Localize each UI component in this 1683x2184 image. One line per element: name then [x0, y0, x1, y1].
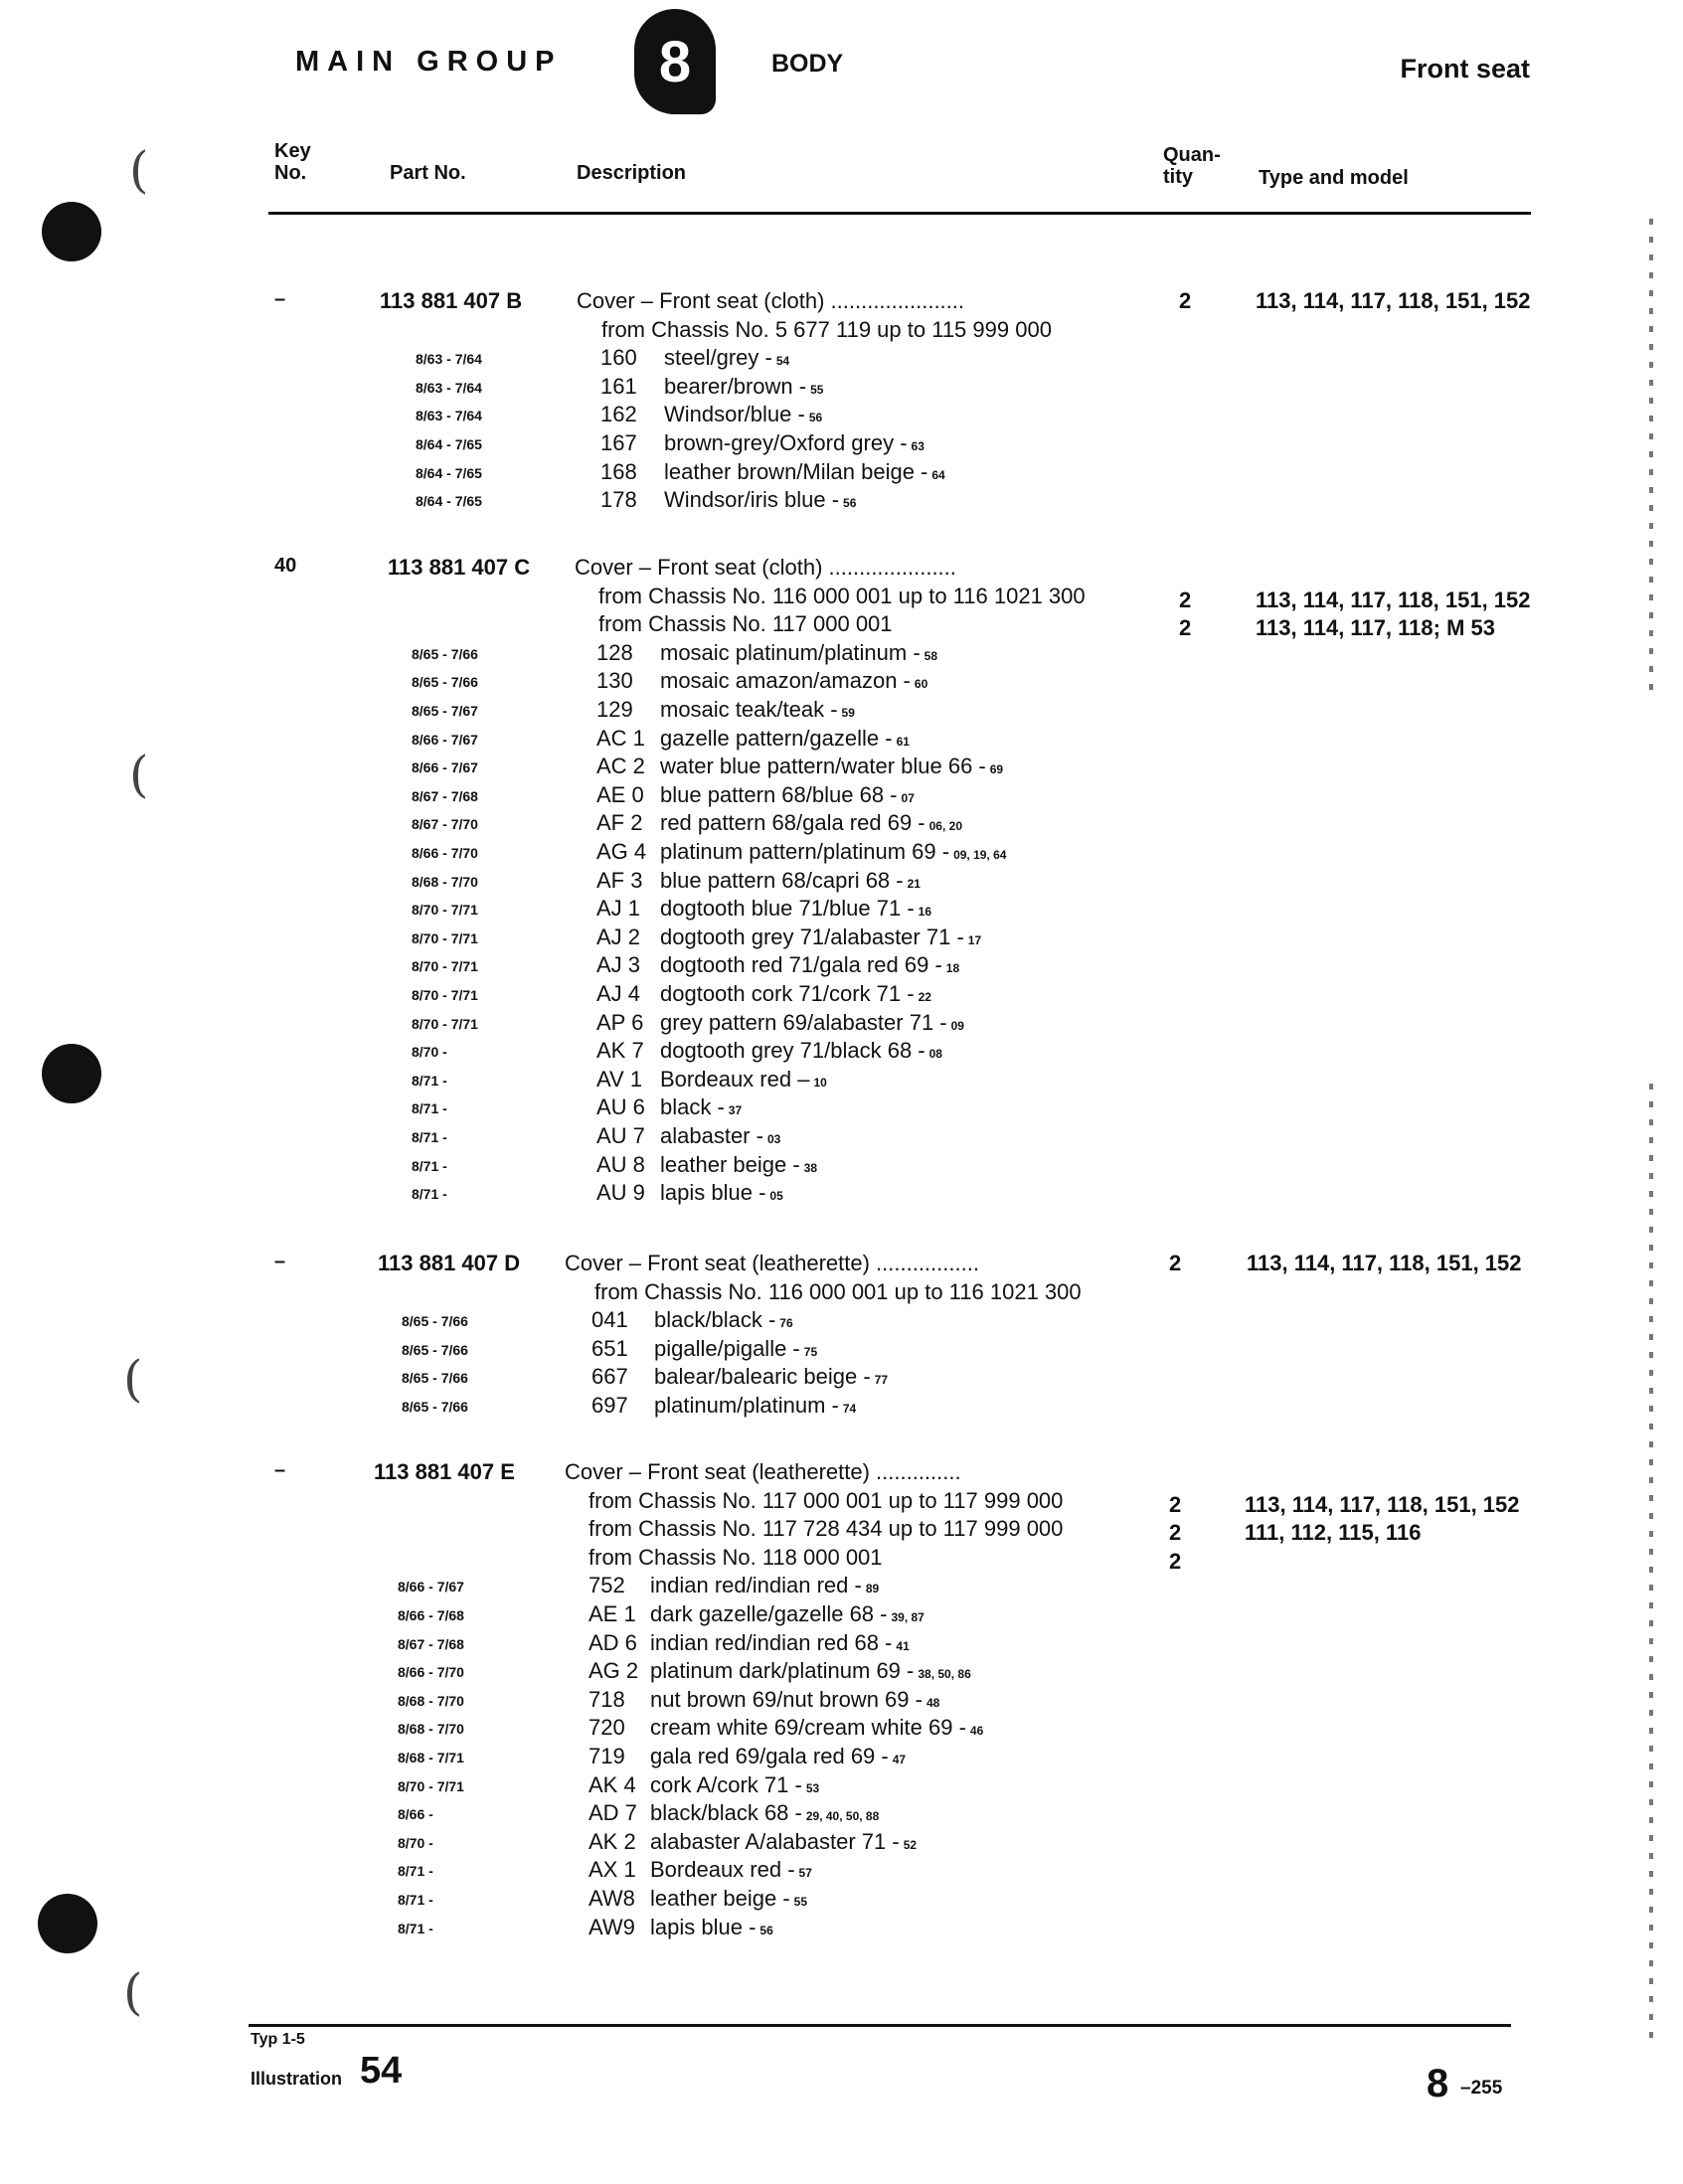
variant-date-range: 8/71 -: [412, 1186, 447, 1203]
variant-description: [664, 487, 856, 513]
variant-color-text: Bordeaux red –: [660, 1066, 810, 1092]
variant-description: [650, 1715, 983, 1741]
variant-description: [660, 697, 855, 723]
variant-color-text: platinum/platinum -: [654, 1393, 839, 1418]
variant-code: AJ 2: [596, 924, 641, 949]
variant-illustration-ref: 75: [803, 1344, 818, 1359]
variant-illustration-ref: 46: [969, 1724, 984, 1739]
variant-color-text: lapis blue -: [650, 1914, 757, 1939]
variant-description: [650, 1915, 773, 1940]
variant-date-range: 8/66 - 7/67: [412, 759, 478, 776]
variant-illustration-ref: 77: [874, 1373, 889, 1388]
variant-date-range: 8/65 - 7/66: [402, 1313, 468, 1330]
variant-code: AG 2: [589, 1658, 639, 1684]
variant-code: 041: [591, 1307, 628, 1333]
variant-illustration-ref: 64: [931, 467, 945, 482]
variant-code: AJ 4: [596, 981, 641, 1006]
variant-illustration-ref: 48: [926, 1695, 940, 1710]
variant-illustration-ref: 08: [928, 1047, 942, 1062]
quantity: 2: [1169, 1251, 1182, 1275]
group-number-badge: 8: [634, 9, 716, 114]
variant-color-text: indian red/indian red 68 -: [650, 1629, 893, 1655]
variant-description: [650, 1630, 910, 1656]
variant-date-range: 8/71 -: [412, 1072, 447, 1089]
variant-description: [654, 1307, 793, 1333]
scan-edge: [1649, 219, 1653, 696]
variant-color-text: brown-grey/Oxford grey -: [664, 430, 908, 455]
variant-code: 697: [591, 1393, 628, 1418]
variant-description: [650, 1573, 879, 1598]
variant-description: [664, 402, 822, 427]
variant-code: 130: [596, 668, 633, 694]
variant-color-text: blue pattern 68/capri 68 -: [660, 867, 904, 893]
variant-code: 667: [591, 1364, 628, 1390]
variant-description: [660, 1010, 964, 1036]
variant-color-text: black/black -: [654, 1307, 776, 1333]
variant-code: 720: [589, 1715, 625, 1741]
variant-code: AJ 1: [596, 896, 641, 922]
variant-color-text: Windsor/blue -: [664, 402, 805, 427]
variant-description: [664, 459, 945, 485]
variant-color-text: cream white 69/cream white 69 -: [650, 1715, 966, 1741]
variant-code: 719: [589, 1744, 625, 1768]
variant-illustration-ref: 22: [918, 990, 931, 1004]
punch-hole: [42, 202, 101, 261]
variant-illustration-ref: 57: [798, 1866, 812, 1881]
variant-code: AU 8: [596, 1151, 645, 1177]
variant-color-text: blue pattern 68/blue 68 -: [660, 781, 898, 807]
col-header-quantity: [1163, 144, 1221, 188]
variant-description: [650, 1601, 925, 1627]
variant-illustration-ref: 16: [918, 905, 932, 920]
variant-color-text: black/black 68 -: [650, 1800, 802, 1826]
variant-color-text: balear/balearic beige -: [654, 1364, 871, 1390]
range-quantity: 2: [1169, 1520, 1182, 1546]
variant-date-range: 8/64 - 7/65: [416, 464, 482, 481]
variant-color-text: cork A/cork 71 -: [650, 1771, 802, 1797]
cover-description: Cover – Front seat (cloth) ......................: [577, 288, 965, 313]
variant-code: 162: [600, 402, 637, 427]
type-model: 113, 114, 117, 118, 151, 152: [1247, 1251, 1522, 1275]
variant-illustration-ref: 54: [775, 354, 790, 369]
footer-page-number: 8: [1427, 2062, 1449, 2105]
variant-color-text: dark gazelle/gazelle 68 -: [650, 1601, 888, 1626]
variant-color-text: Windsor/iris blue -: [664, 487, 840, 513]
variant-description: [650, 1744, 906, 1769]
variant-date-range: 8/70 - 7/71: [412, 958, 478, 975]
variant-date-range: 8/68 - 7/70: [398, 1721, 464, 1738]
variant-illustration-ref: 29, 40, 50, 88: [805, 1809, 880, 1824]
footer-divider: [249, 2024, 1511, 2027]
variant-date-range: 8/66 - 7/68: [398, 1607, 464, 1623]
variant-illustration-ref: 56: [843, 496, 857, 511]
key-number: –: [274, 1251, 286, 1272]
footer-illustration-label: Illustration: [251, 2069, 343, 2089]
variant-illustration-ref: 37: [728, 1103, 743, 1118]
variant-illustration-ref: 10: [813, 1075, 827, 1090]
variant-date-range: 8/66 - 7/67: [412, 731, 478, 748]
variant-description: [650, 1687, 939, 1713]
variant-description: [660, 868, 921, 894]
chassis-range: from Chassis No. 117 000 001 up to 117 999 000: [589, 1487, 1064, 1513]
variant-color-text: dogtooth grey 71/black 68 -: [660, 1038, 926, 1064]
variant-color-text: indian red/indian red -: [650, 1573, 862, 1598]
variant-illustration-ref: 09, 19, 64: [953, 848, 1007, 862]
variant-illustration-ref: 38, 50, 86: [918, 1667, 971, 1682]
chassis-range: from Chassis No. 116 000 001 up to 116 1021 300: [598, 583, 1086, 608]
variant-color-text: alabaster -: [660, 1123, 763, 1148]
variant-color-text: alabaster A/alabaster 71 -: [650, 1828, 900, 1854]
variant-description: [654, 1393, 856, 1419]
variant-date-range: 8/65 - 7/66: [402, 1399, 468, 1415]
variant-illustration-ref: 53: [805, 1780, 820, 1795]
variant-illustration-ref: 74: [842, 1402, 857, 1416]
variant-description: [660, 1123, 780, 1149]
variant-date-range: 8/66 -: [398, 1806, 433, 1823]
variant-color-text: dogtooth cork 71/cork 71 -: [660, 981, 915, 1006]
type-model: 113, 114, 117, 118, 151, 152: [1256, 288, 1531, 313]
col-header-type: Type and model: [1259, 167, 1409, 189]
variant-illustration-ref: 06, 20: [928, 819, 962, 834]
variant-color-text: lapis blue -: [660, 1180, 766, 1206]
variant-color-text: dogtooth red 71/gala red 69 -: [660, 952, 942, 978]
variant-description: [664, 374, 823, 400]
variant-date-range: 8/66 - 7/70: [398, 1664, 464, 1681]
key-number: –: [274, 288, 286, 310]
variant-description: [650, 1857, 812, 1883]
variant-code: 651: [591, 1335, 628, 1361]
cover-description: Cover – Front seat (leatherette) ..............: [565, 1459, 961, 1484]
variant-date-range: 8/71 -: [398, 1892, 433, 1908]
variant-code: 128: [596, 639, 633, 665]
variant-description: [660, 1152, 817, 1178]
variant-date-range: 8/68 - 7/70: [398, 1692, 464, 1709]
range-type-model: 111, 112, 115, 116: [1245, 1520, 1422, 1546]
range-type-model: 113, 114, 117, 118, 151, 152: [1245, 1491, 1520, 1517]
variant-date-range: 8/71 -: [412, 1157, 447, 1174]
range-quantity: 2: [1179, 615, 1192, 641]
variant-color-text: leather beige -: [650, 1886, 790, 1911]
scan-edge: [1649, 1084, 1653, 2038]
variant-code: AC 1: [596, 725, 645, 751]
variant-illustration-ref: 09: [950, 1018, 964, 1033]
variant-code: AU 6: [596, 1094, 645, 1120]
binding-bracket: (: [129, 141, 149, 199]
variant-date-range: 8/70 - 7/71: [398, 1777, 464, 1794]
variant-code: AG 4: [596, 839, 647, 864]
variant-description: [664, 430, 925, 456]
variant-date-range: 8/64 - 7/65: [416, 436, 482, 452]
variant-code: AJ 3: [596, 952, 641, 978]
variant-code: AF 3: [596, 867, 643, 893]
variant-illustration-ref: 56: [759, 1923, 773, 1937]
variant-description: [660, 1067, 827, 1092]
variant-date-range: 8/71 -: [398, 1863, 433, 1880]
header-divider: [268, 212, 1531, 215]
section-title: BODY: [771, 50, 844, 78]
variant-description: [660, 896, 931, 922]
punch-hole: [38, 1894, 97, 1953]
variant-description: [660, 1180, 783, 1206]
chassis-range: from Chassis No. 118 000 001: [589, 1544, 883, 1570]
variant-code: AC 2: [596, 754, 645, 779]
variant-color-text: dogtooth blue 71/blue 71 -: [660, 896, 915, 922]
part-number: 113 881 407 B: [380, 288, 523, 313]
col-header-quantity-line2: tity: [1163, 166, 1193, 188]
variant-code: 160: [600, 345, 637, 371]
variant-color-text: steel/grey -: [664, 345, 772, 371]
variant-date-range: 8/67 - 7/70: [412, 816, 478, 833]
variant-code: AX 1: [589, 1857, 636, 1883]
variant-date-range: 8/70 - 7/71: [412, 929, 478, 946]
variant-illustration-ref: 18: [945, 961, 960, 976]
range-quantity: 2: [1169, 1491, 1182, 1517]
part-number: 113 881 407 E: [374, 1459, 515, 1484]
variant-date-range: 8/63 - 7/64: [416, 351, 482, 368]
variant-description: [660, 952, 959, 978]
variant-date-range: 8/65 - 7/67: [412, 703, 478, 719]
variant-illustration-ref: 07: [901, 790, 915, 805]
variant-illustration-ref: 69: [989, 762, 1004, 777]
quantity: 2: [1179, 288, 1192, 313]
variant-date-range: 8/71 -: [398, 1920, 433, 1936]
variant-color-text: grey pattern 69/alabaster 71 -: [660, 1009, 947, 1035]
variant-code: AD 7: [589, 1800, 637, 1826]
variant-color-text: pigalle/pigalle -: [654, 1335, 800, 1361]
variant-color-text: leather brown/Milan beige -: [664, 458, 928, 484]
variant-color-text: gala red 69/gala red 69 -: [650, 1744, 889, 1768]
col-header-key: [274, 140, 311, 184]
variant-illustration-ref: 38: [803, 1160, 818, 1175]
variant-date-range: 8/66 - 7/67: [398, 1579, 464, 1596]
chassis-range: from Chassis No. 5 677 119 up to 115 999 000: [601, 316, 1052, 342]
variant-date-range: 8/70 - 7/71: [412, 902, 478, 919]
variant-illustration-ref: 60: [914, 677, 928, 692]
variant-date-range: 8/70 -: [412, 1044, 447, 1061]
variant-description: [650, 1886, 807, 1912]
variant-illustration-ref: 56: [808, 411, 823, 425]
variant-description: [650, 1658, 971, 1684]
variant-code: AE 0: [596, 781, 644, 807]
variant-color-text: gazelle pattern/gazelle -: [660, 725, 893, 751]
variant-date-range: 8/68 - 7/70: [412, 873, 478, 890]
col-header-part: Part No.: [390, 162, 466, 184]
cover-description: Cover – Front seat (cloth) .....................: [575, 555, 956, 580]
footer-page-subnumber: –255: [1460, 2078, 1503, 2099]
variant-date-range: 8/63 - 7/64: [416, 408, 482, 424]
variant-date-range: 8/70 - 7/71: [412, 987, 478, 1003]
variant-color-text: leather beige -: [660, 1151, 800, 1177]
range-type-model: 113, 114, 117, 118, 151, 152: [1256, 587, 1531, 612]
variant-description: [654, 1336, 817, 1362]
variant-color-text: red pattern 68/gala red 69 -: [660, 810, 926, 836]
variant-illustration-ref: 21: [907, 876, 921, 891]
variant-color-text: water blue pattern/water blue 66 -: [660, 754, 986, 779]
variant-code: AE 1: [589, 1601, 636, 1626]
cover-description: Cover – Front seat (leatherette) .................: [565, 1251, 979, 1275]
variant-date-range: 8/64 - 7/65: [416, 493, 482, 510]
variant-description: [650, 1829, 917, 1855]
variant-code: AF 2: [596, 810, 643, 836]
variant-code: AK 2: [589, 1828, 636, 1854]
variant-date-range: 8/66 - 7/70: [412, 845, 478, 861]
variant-color-text: black -: [660, 1094, 725, 1120]
variant-date-range: 8/65 - 7/66: [412, 674, 478, 691]
variant-code: AU 7: [596, 1123, 645, 1148]
variant-date-range: 8/70 -: [398, 1834, 433, 1851]
variant-code: 167: [600, 430, 637, 455]
punch-hole: [42, 1044, 101, 1103]
col-header-description: Description: [577, 162, 687, 184]
col-header-quantity-line1: Quan-: [1163, 144, 1221, 166]
variant-code: AP 6: [596, 1009, 644, 1035]
variant-illustration-ref: 63: [911, 439, 925, 453]
variant-illustration-ref: 41: [896, 1638, 910, 1653]
variant-color-text: platinum pattern/platinum 69 -: [660, 839, 950, 864]
variant-code: AD 6: [589, 1629, 637, 1655]
variant-date-range: 8/71 -: [412, 1129, 447, 1145]
variant-date-range: 8/65 - 7/66: [412, 645, 478, 662]
variant-illustration-ref: 52: [903, 1837, 918, 1852]
key-number: –: [274, 1459, 286, 1481]
variant-illustration-ref: 47: [892, 1753, 907, 1766]
variant-illustration-ref: 55: [810, 382, 824, 397]
key-number: 40: [274, 555, 297, 577]
variant-description: [660, 839, 1006, 865]
variant-code: AW8: [589, 1886, 635, 1911]
col-header-key-line1: Key: [274, 140, 311, 162]
variant-date-range: 8/70 - 7/71: [412, 1015, 478, 1032]
variant-code: AW9: [589, 1914, 635, 1939]
part-number: 113 881 407 D: [378, 1251, 521, 1275]
variant-illustration-ref: 55: [793, 1895, 808, 1909]
range-quantity: 2: [1169, 1548, 1182, 1574]
variant-color-text: mosaic platinum/platinum -: [660, 639, 921, 665]
variant-color-text: platinum dark/platinum 69 -: [650, 1658, 915, 1684]
variant-code: AK 4: [589, 1771, 636, 1797]
binding-bracket: (: [123, 1350, 143, 1408]
variant-code: 178: [600, 487, 637, 513]
variant-illustration-ref: 03: [766, 1132, 781, 1146]
variant-illustration-ref: 39, 87: [891, 1610, 925, 1624]
variant-description: [660, 754, 1003, 779]
variant-illustration-ref: 89: [865, 1582, 880, 1596]
variant-date-range: 8/63 - 7/64: [416, 379, 482, 396]
variant-illustration-ref: 05: [769, 1189, 783, 1204]
variant-color-text: Bordeaux red -: [650, 1857, 795, 1883]
variant-color-text: dogtooth grey 71/alabaster 71 -: [660, 924, 964, 949]
variant-description: [660, 640, 937, 666]
variant-date-range: 8/67 - 7/68: [412, 787, 478, 804]
variant-code: 718: [589, 1686, 625, 1712]
footer-illustration-number: 54: [360, 2050, 403, 2092]
variant-illustration-ref: 59: [841, 706, 855, 720]
variant-code: 129: [596, 697, 633, 722]
variant-illustration-ref: 76: [779, 1316, 793, 1331]
variant-description: [654, 1364, 888, 1390]
variant-color-text: mosaic teak/teak -: [660, 697, 838, 722]
variant-illustration-ref: 58: [924, 648, 938, 663]
variant-code: 752: [589, 1573, 625, 1598]
variant-color-text: bearer/brown -: [664, 373, 807, 399]
variant-date-range: 8/71 -: [412, 1100, 447, 1117]
variant-code: AU 9: [596, 1180, 645, 1206]
main-group-title: MAIN GROUP: [295, 46, 563, 78]
variant-date-range: 8/68 - 7/71: [398, 1750, 464, 1765]
range-type-model: 113, 114, 117, 118; M 53: [1256, 615, 1495, 641]
col-header-key-line2: No.: [274, 162, 307, 184]
variant-description: [660, 726, 910, 752]
part-number: 113 881 407 C: [388, 555, 531, 580]
variant-description: [650, 1772, 819, 1798]
variant-color-text: nut brown 69/nut brown 69 -: [650, 1686, 923, 1712]
variant-description: [660, 782, 915, 808]
variant-description: [664, 345, 789, 371]
page-topic: Front seat: [1400, 54, 1530, 84]
variant-description: [660, 1094, 742, 1120]
binding-bracket: (: [123, 1963, 143, 2021]
variant-date-range: 8/67 - 7/68: [398, 1635, 464, 1652]
chassis-range: from Chassis No. 116 000 001 up to 116 1021 300: [594, 1278, 1082, 1304]
variant-date-range: 8/65 - 7/66: [402, 1341, 468, 1358]
variant-illustration-ref: 17: [967, 932, 982, 947]
variant-description: [660, 981, 931, 1007]
chassis-range: from Chassis No. 117 728 434 up to 117 999 000: [589, 1516, 1064, 1542]
variant-description: [660, 810, 962, 836]
binding-bracket: (: [129, 746, 149, 803]
variant-code: AK 7: [596, 1038, 644, 1064]
variant-illustration-ref: 61: [896, 734, 910, 749]
variant-description: [650, 1800, 879, 1826]
range-quantity: 2: [1179, 587, 1192, 612]
variant-code: 168: [600, 458, 637, 484]
chassis-range: from Chassis No. 117 000 001: [598, 611, 893, 637]
variant-description: [660, 924, 981, 950]
footer-typ: Typ 1-5: [251, 2031, 305, 2048]
variant-description: [660, 1038, 942, 1064]
variant-date-range: 8/65 - 7/66: [402, 1370, 468, 1387]
variant-color-text: mosaic amazon/amazon -: [660, 668, 911, 694]
variant-code: AV 1: [596, 1066, 643, 1092]
variant-description: [660, 668, 927, 694]
variant-code: 161: [600, 373, 637, 399]
